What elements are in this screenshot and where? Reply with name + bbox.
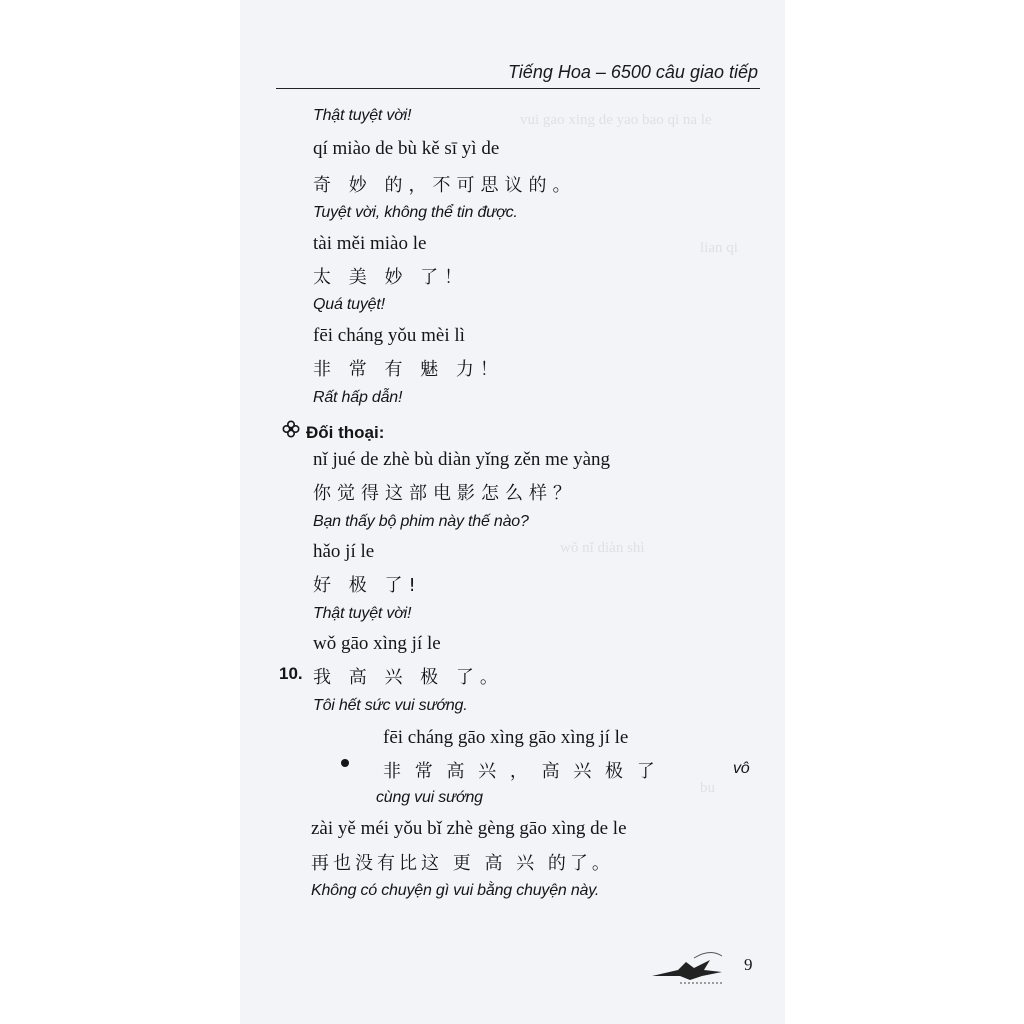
vietnamese-translation: Rất hấp dẫn! <box>313 389 403 406</box>
vietnamese-translation: Tuyệt vời, không thể tin được. <box>313 204 518 221</box>
pinyin-line: hǎo jí le <box>313 541 375 562</box>
show-through-text: lian qi <box>700 240 738 256</box>
vietnamese-translation: Không có chuyện gì vui bằng chuyện này. <box>311 882 600 899</box>
pinyin-line: tài měi miào le <box>313 233 427 254</box>
chinese-line: 奇 妙 的，不可思议的。 <box>313 175 577 196</box>
page-number: 9 <box>744 955 753 974</box>
chinese-line: 再也没有比这 更 高 兴 的了。 <box>311 853 614 874</box>
show-through-text: bu <box>700 780 715 796</box>
chinese-line: 非 常 高 兴 ， 高 兴 极 了 <box>383 761 659 782</box>
chinese-line: 好 极 了! <box>313 575 422 596</box>
vietnamese-translation: Thật tuyệt vời! <box>313 107 412 124</box>
pinyin-line: nǐ jué de zhè bù diàn yǐng zěn me yàng <box>313 449 611 470</box>
flower-icon <box>282 420 302 443</box>
chinese-line: 太 美 妙 了！ <box>313 267 469 288</box>
chinese-line: 你觉得这部电影怎么样？ <box>313 483 577 504</box>
show-through-text: vui gao xing de yao bao qi na le <box>520 112 712 128</box>
chinese-line: 非 常 有 魅 力！ <box>313 359 504 380</box>
bullet-icon <box>341 759 349 767</box>
show-through-text: wǒ nǐ diàn shì <box>560 540 645 556</box>
pinyin-line: zài yě méi yǒu bǐ zhè gèng gāo xìng de le <box>311 818 627 839</box>
chinese-line: 我 高 兴 极 了。 <box>313 667 504 688</box>
bird-ornament-icon <box>650 950 740 991</box>
vietnamese-translation-tail: vô <box>733 760 750 777</box>
vietnamese-translation: Bạn thấy bộ phim này thế nào? <box>313 513 529 530</box>
dialogue-heading-label: Đối thoại: <box>306 423 385 442</box>
vietnamese-translation: Tôi hết sức vui sướng. <box>313 697 468 714</box>
item-number: 10. <box>279 664 303 683</box>
header-divider <box>276 88 760 89</box>
pinyin-line: wǒ gāo xìng jí le <box>313 633 441 654</box>
dialogue-heading <box>282 420 384 443</box>
vietnamese-translation: Thật tuyệt vời! <box>313 605 412 622</box>
vietnamese-translation: Quá tuyệt! <box>313 296 385 313</box>
pinyin-line: fēi cháng yǒu mèi lì <box>313 325 465 346</box>
running-header: Tiếng Hoa – 6500 câu giao tiếp <box>507 62 758 82</box>
vietnamese-translation: cùng vui sướng <box>376 789 483 806</box>
pinyin-line: qí miào de bù kě sī yì de <box>313 138 500 159</box>
pinyin-line: fēi cháng gāo xìng gāo xìng jí le <box>383 727 629 748</box>
